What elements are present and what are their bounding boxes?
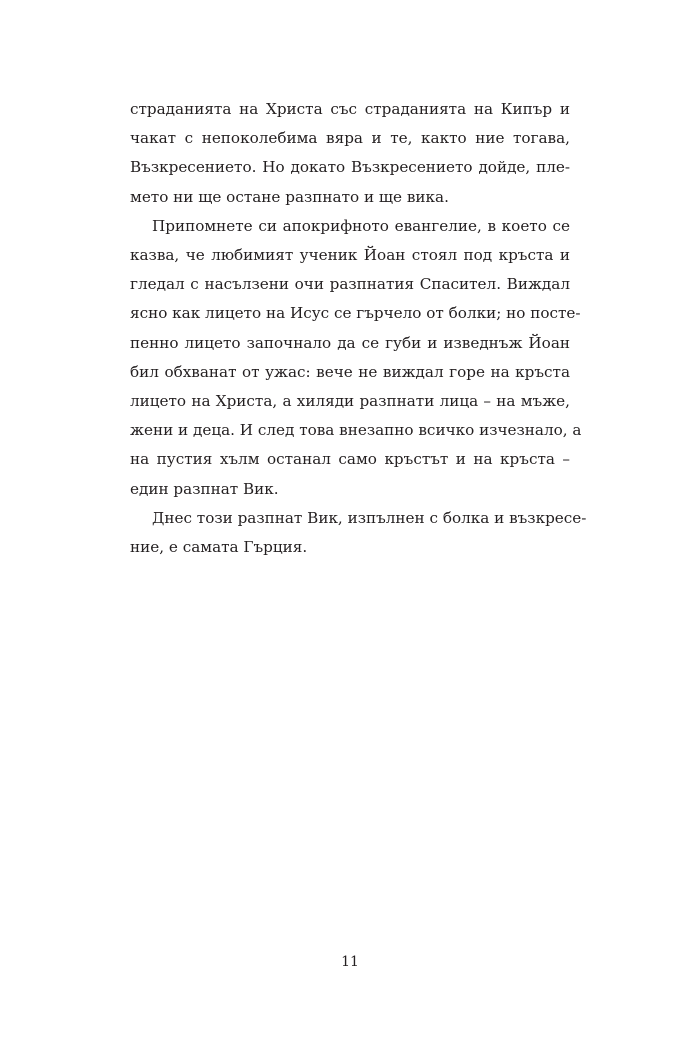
body-text bbox=[130, 95, 587, 562]
text-line: Днес този разпнат Вик, изпълнен с болка и възкресе- bbox=[152, 508, 587, 527]
text-line: гледал с насълзени очи разпнатия Спасител. Виждал bbox=[130, 275, 570, 294]
text-line: мето ни ще остане разпнато и ще вика. bbox=[130, 187, 449, 206]
text-line: бил обхванат от ужас: вече не виждал горе на кръста bbox=[130, 362, 570, 381]
text-line: страданията на Христа със страданията на Кипър и bbox=[130, 100, 570, 118]
text-line: ясно как лицето на Исус се гърчело от болки; но посте- bbox=[130, 304, 581, 323]
text-line: Припомнете си апокрифното евангелие, в което се bbox=[152, 216, 570, 235]
text-line: лицето на Христа, а хиляди разпнати лица – на мъже, bbox=[130, 392, 570, 411]
paragraph-3 bbox=[130, 504, 587, 562]
text-line: на пустия хълм останал само кръстът и на кръста – bbox=[130, 450, 570, 469]
paragraph-2 bbox=[130, 212, 582, 504]
paragraph-1 bbox=[130, 95, 570, 212]
text-line: един разпнат Вик. bbox=[130, 479, 279, 498]
page-number: 11 bbox=[341, 954, 359, 970]
text-line: жени и деца. И след това внезапно всичко изчезнало, а bbox=[130, 421, 582, 440]
text-line: Възкресението. Но докато Възкресението дойде, пле- bbox=[130, 158, 570, 177]
text-line: ние, е самата Гърция. bbox=[130, 538, 308, 557]
text-line: казва, че любимият ученик Йоан стоял под кръста и bbox=[130, 246, 570, 265]
text-line: чакат с непоколебима вяра и те, както ние тогава, bbox=[130, 129, 570, 148]
text-line: пенно лицето започнало да се губи и изведнъж Йоан bbox=[130, 333, 570, 352]
